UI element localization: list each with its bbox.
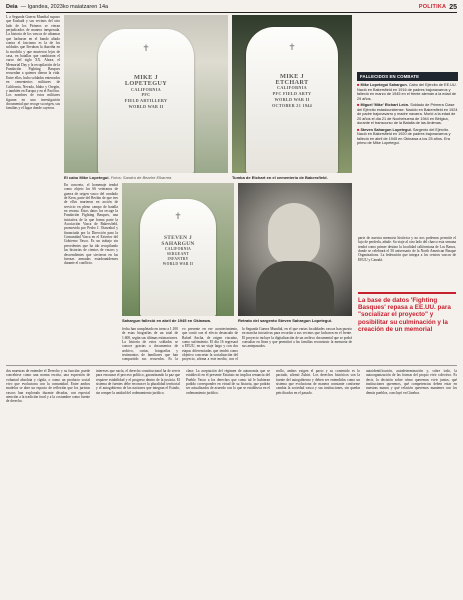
article-text: fecha han completado en torno a 1.100 de estas biografías de un total de 1.600, según sus últimas estimaciones. La historia de estos soldados se conoce gracias a documentos de archivo, cartas, fotografías y testimonios de familiares que han compartido sus recuerdos. Es la <box>122 327 178 361</box>
headstone <box>140 199 216 316</box>
inscription-line: CALIFORNIA <box>164 246 192 251</box>
article-text: rrollo, ambos exigen el pacto y su contenido es lo pactado, afirmó Zubiri. Los derechos históricos son la fuente del autogobierno y deben ser entendidos como un sistema que evoluciona de manera constante conforme cambia la sociedad vasca y sus instituciones, sin quedar petrificados en el pasado. <box>276 369 360 395</box>
inscription-line: MIKE J <box>133 74 158 82</box>
headstone <box>246 27 338 173</box>
article-column-3 <box>122 327 178 361</box>
article-text: En concreto, el homenaje tendrá como objeto los 66 veteranos de guerra de origen vasco del condado de Kern, parte del Bechin de que tres de ellos murieron en acción de servicio en pleno campo de batalla en verano. Estos datos los recoge la Fundación Fighting Basques, una iniciativa de la que forma parte la Asociación Vasca de Bakersfield, promovida por Pedro J. Oiarzabal y financiada por la Dirección para la Comunidad Vasca en el Exterior del Gobierno Vasco. Es un trabajo sin precedentes que ha ido recopilando las historias de cientos de vascos y descendientes que sirvieron en las fuerzas armadas estadounidenses durante el conflicto. <box>64 183 118 266</box>
newspaper-brand: Deia <box>6 4 18 10</box>
headstone-inscription <box>98 75 194 110</box>
photo-caption-4: Retrato del sargento Steven Sahargun Lopetegui. <box>238 318 333 323</box>
section-name: POLITIKA <box>418 4 447 10</box>
grave-photo-lopetegui <box>64 15 228 173</box>
sidebar-item: ■ Miguel 'Mike' Etchart León. Soldado de Primera Clase del Ejército estadounidense. Nacido en Bakersfield en 1924 de padre bajonavarro y madre navarra. Murió a la edad de 20 años el día 21 de Nochebuena de 1944 en Bélgica, durante el transcurso de la Batalla de las Ardenas. <box>357 102 458 125</box>
inscription-line: WORLD WAR II <box>128 104 164 110</box>
square-bullet-icon: ■ <box>357 82 360 87</box>
inscription-line: LOPETEGUY <box>124 79 168 87</box>
portrait-uniform <box>256 261 334 316</box>
bottom-column-1 <box>6 369 90 595</box>
article-text: L a Segunda Guerra Mundial supuso que Euskadi y sus vecinos del otro lado de los Pirineos se vieran perjudicados de manera inesperada. La historia de los vascos de ultramar que lucharon en el bando aliado contra el fascismo es la de los soldados que llevaban la ikurriña en la mochila y que murieron lejos de casa, en batallas que cambiaron el curso del siglo XX. Ahora, el Memorial Day y la recopilación de la Fundación Fighting Basques recuerdan a quienes dieron la vida. Entre ellos, hubo soldados enterrados en cementerios militares de California, Nevada, Idaho y Oregón, y también en Europa y en el Pacífico. Los nombres de estos militares figuran en una investigación documental que recoge su origen, sus familias y el lugar donde cayeron. <box>6 15 60 111</box>
inscription-line: INFANTRY <box>167 257 189 262</box>
portrait-face <box>268 203 320 265</box>
portrait-photo-sahargun <box>238 183 352 316</box>
headstone-inscription <box>140 236 216 267</box>
page-number: 25 <box>449 3 457 11</box>
square-bullet-icon: ■ <box>357 102 360 107</box>
bottom-column-4 <box>276 369 360 595</box>
headstone-inscription <box>246 74 338 109</box>
headstone <box>98 29 194 173</box>
article-text: parte de nuestra memoria histórica y no nos podemos permitir el lujo de perderla, añade. Su viaje al otro lado del charco esta semana tendrá como primer destino la localidad californiana de Los Banos, donde se celebrará el 50 aniversario de la North American Basque Organizations. La federación que integra a los centros vascos de EEUU y Canadá. <box>358 236 456 262</box>
article-text: dos maestras de entender el Derecho y su función: puede concebirse como una norma escrita, una expresión de voluntad absoluta y rígida, o como un producto social vivo que evoluciona con la comunidad. Entre ambos modelos se abre un espacio de reflexión que los juristas vascos han explorado durante décadas, con especial atención a la tradición foral y a la costumbre como fuente de derecho. <box>6 369 90 404</box>
inscription-line: PFC <box>141 92 151 98</box>
photo-caption-1: El cabo Mike Lopetegui. Fotos: Sandra de Bearhe Elkarrea <box>64 175 172 180</box>
cross-icon: ✝ <box>174 210 182 221</box>
pull-quote: La base de datos 'Fighting Basques' repasa a EE.UU. para "socializar el proyecto" y posibilitar su culminación y la creación de un memorial <box>358 292 456 333</box>
article-column-6 <box>358 236 456 288</box>
sidebar-fallecidos <box>357 72 458 146</box>
inscription-line: SAHARGUN <box>161 240 195 247</box>
article-column-5 <box>242 327 352 361</box>
grave-photo-etchart <box>232 15 352 173</box>
section-divider <box>6 365 457 366</box>
bottom-column-5 <box>366 369 457 595</box>
photo-caption-2: Tumba de Etchart en el cementerio de Bakersfield. <box>232 175 328 180</box>
inscription-line: CALIFORNIA <box>277 85 307 91</box>
article-text: vo presente en ese acontecimiento, que contó con el efecto destacado de Rafael Ancha, de origen vizcaíno, como sufrimiento. El día 16 regresará a EEUU, en un viaje largo y con dos etapas diferenciadas que tendrá como objetivo concretar la socialización del proyecto, afirma a este medio, con el <box>182 327 238 361</box>
inscription-line: WORLD WAR II <box>162 262 194 267</box>
inscription-line: ETCHART <box>275 78 309 86</box>
article-column-1 <box>6 15 60 361</box>
inscription-line: PFC FIELD ARTY <box>272 91 312 97</box>
inscription-line: OCTOBER 21 1944 <box>271 102 313 108</box>
article-text: autoidentificación, autodeterminación y, sobre todo, la autoorganización de las formas del propio vivir colectivo. Es decir, la decisión sobre cómo queremos vivir juntos, qué instituciones queremos, qué competencias deben estar en nuestras manos y qué relación queremos mantener con los demás pueblos, concluyó en Ginebra. <box>366 369 457 395</box>
page-header <box>6 2 457 13</box>
inscription-line: WORLD WAR II <box>274 96 310 102</box>
article-text: clara: La aceptación del régimen de autonomía que se estableció en el presente Estatuto no implica renuncia del Pueblo Vasco a los derechos que como tal le hubieran podido corresponder en virtud de su historia, que podrán ser actualizados de acuerdo con lo que se establezca en el ordenamiento jurídico. <box>186 369 270 395</box>
bottom-column-2 <box>96 369 180 595</box>
cross-icon: ✝ <box>142 43 150 54</box>
bottom-column-3 <box>186 369 270 595</box>
inscription-line: MIKE J <box>279 72 304 80</box>
article-text: la Segunda Guerra Mundial, en el que varias localidades vascas han puesto en marcha iniciativas para recordar a sus vecinos que lucharon en el frente. El proyecto incluye la digitalización de un archivo documental que se podrá consultar en línea y que permitirá a las familias reconstruir la memoria de sus antepasados. <box>242 327 352 349</box>
inscription-line: CALIFORNIA <box>131 86 161 92</box>
inscription-line: FIELD ARTILLERY <box>124 98 168 104</box>
inscription-line: SERGEANT <box>166 252 190 257</box>
square-bullet-icon: ■ <box>357 126 360 132</box>
sidebar-item: ■ Steven Sahargun Lopetegui. Sargento del Ejército. Nació en Bakersfield en 1920 de padres bajonavarros y falleció en abril de 1945 en Okinawa a los 25 años. Era primo de Mike Lopetegui. <box>357 126 451 145</box>
sidebar-item: ■ Mike Lopetegui Sahargun. Cabo del Ejército de EE.UU. Nació en Bakersfield en 1916 de padres bajonavarros y falleció en marzo de 1945 en el frente alemán a la edad de 29 años. <box>357 82 457 101</box>
article-column-4 <box>182 327 238 361</box>
inscription-line: STEVEN J <box>163 235 192 242</box>
issue-date: — Igandea, 2023ko maiatzaren 14a <box>20 4 109 10</box>
grave-photo-sahargun <box>122 183 234 316</box>
sidebar-title: FALLECIDOS EN COMBATE <box>357 72 458 81</box>
article-text: intereses que nacía, el derecho constitucional ha de servir para encauzar el proceso político, garantizando la paz que requiere estabilidad y el progreso dentro de la justicia. El sistema de fuentes debe reconocer la pluralidad territorial y el autogobierno de las naciones que integran el Estado, sin romper la unidad del ordenamiento jurídico. <box>96 369 180 395</box>
cross-icon: ✝ <box>288 41 296 52</box>
article-column-2 <box>64 183 118 361</box>
photo-caption-3: Sahargun falleció en abril de 1945 en Okinawa. <box>122 318 211 323</box>
